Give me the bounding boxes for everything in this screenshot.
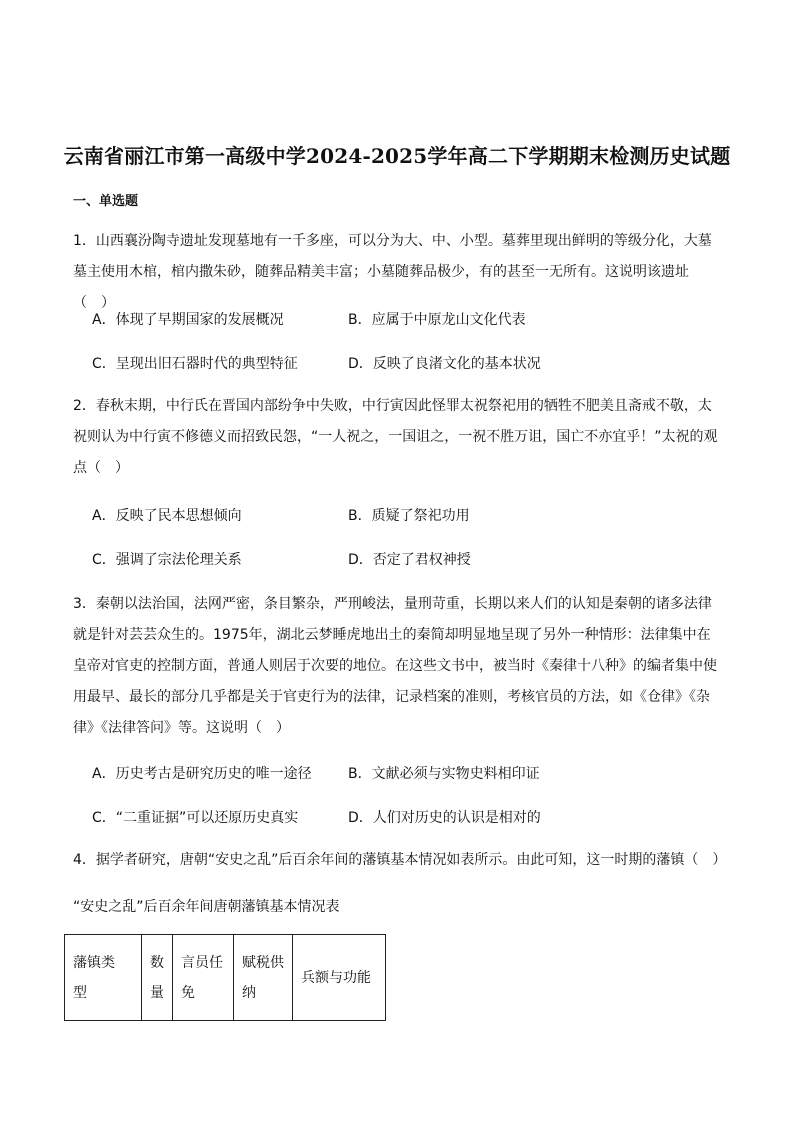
header-cell-troops [293, 935, 386, 1021]
header-text: 兵额与功能 [301, 969, 371, 986]
header-text: 量 [150, 984, 164, 1001]
header-text: 型 [73, 984, 87, 1001]
question-3-option-d[interactable]: D．人们对历史的认识是相对的 [348, 810, 541, 826]
header-cell-type [65, 935, 142, 1021]
question-1-option-c[interactable]: C．呈现出旧石器时代的典型特征 [92, 356, 298, 372]
header-text: 赋税供 [242, 954, 284, 971]
question-2-option-b[interactable]: B．质疑了祭祀功用 [348, 508, 470, 524]
header-text: 免 [181, 984, 195, 1001]
header-text: 数 [150, 954, 164, 971]
question-3-option-c[interactable]: C．“二重证据”可以还原历史真实 [92, 810, 299, 826]
question-2-option-a[interactable]: A．反映了民本思想倾向 [92, 508, 242, 524]
question-1-stem: 1．山西襄汾陶寺遗址发现墓地有一千多座，可以分为大、中、小型。墓葬里现出鲜明的等级分化，大墓墓主使用木棺，棺内撒朱砂，随葬品精美丰富；小墓随葬品极少，有的甚至一无所有。这说明该遗址（ ） [73, 233, 712, 311]
header-cell-appointment [173, 935, 234, 1021]
question-1-option-d[interactable]: D．反映了良渚文化的基本状况 [348, 356, 541, 372]
question-3-stem: 3．秦朝以法治国，法网严密，条目繁杂，严刑峻法，量刑苛重，长期以来人们的认知是秦朝的诸多法律就是针对芸芸众生的。1975年，湖北云梦睡虎地出土的秦简却明显地呈现了另外一种情形：法律集中在皇帝对官吏的控制方面，普通人则居于次要的地位。在这些文书中，被当时《秦律十八种》的编者集中使用最早、最长的部分几乎都是关于官吏行为的法律，记录档案的准则，考核官员的方法，如《仓律》《杂律》《法律答问》等。这说明（ ） [73, 596, 717, 736]
header-text: 藩镇类 [73, 954, 115, 971]
table-header-row [65, 935, 386, 1021]
table-caption: “安史之乱”后百余年间唐朝藩镇基本情况表 [73, 899, 340, 915]
fanzhen-table [64, 934, 386, 1021]
question-2-option-d[interactable]: D．否定了君权神授 [348, 552, 471, 568]
question-3-option-a[interactable]: A．历史考古是研究历史的唯一途径 [92, 766, 312, 782]
page-title: 云南省丽江市第一高级中学2024-2025学年高二下学期期末检测历史试题 [63, 144, 731, 168]
header-cell-count [142, 935, 173, 1021]
section-heading: 一、单选题 [73, 194, 139, 209]
question-1-option-a[interactable]: A．体现了早期国家的发展概况 [92, 312, 284, 328]
question-2-stem: 2．春秋末期，中行氏在晋国内部纷争中失败，中行寅因此怪罪太祝祭祀用的牺牲不肥美且斋戒不敬，太祝则认为中行寅不修德义而招致民怨，“一人祝之，一国诅之，一祝不胜万诅，国亡不亦宜乎！”太祝的观点（ ） [73, 398, 718, 476]
header-text: 言员任 [181, 954, 223, 971]
header-cell-tax [234, 935, 293, 1021]
question-3-option-b[interactable]: B．文献必须与实物史料相印证 [348, 766, 540, 782]
question-4-stem: 4．据学者研究，唐朝“安史之乱”后百余年间的藩镇基本情况如表所示。由此可知，这一时期的藩镇（ ） [73, 852, 727, 868]
question-2-option-c[interactable]: C．强调了宗法伦理关系 [92, 552, 242, 568]
question-1-option-b[interactable]: B．应属于中原龙山文化代表 [348, 312, 526, 328]
header-text: 纳 [242, 984, 256, 1001]
